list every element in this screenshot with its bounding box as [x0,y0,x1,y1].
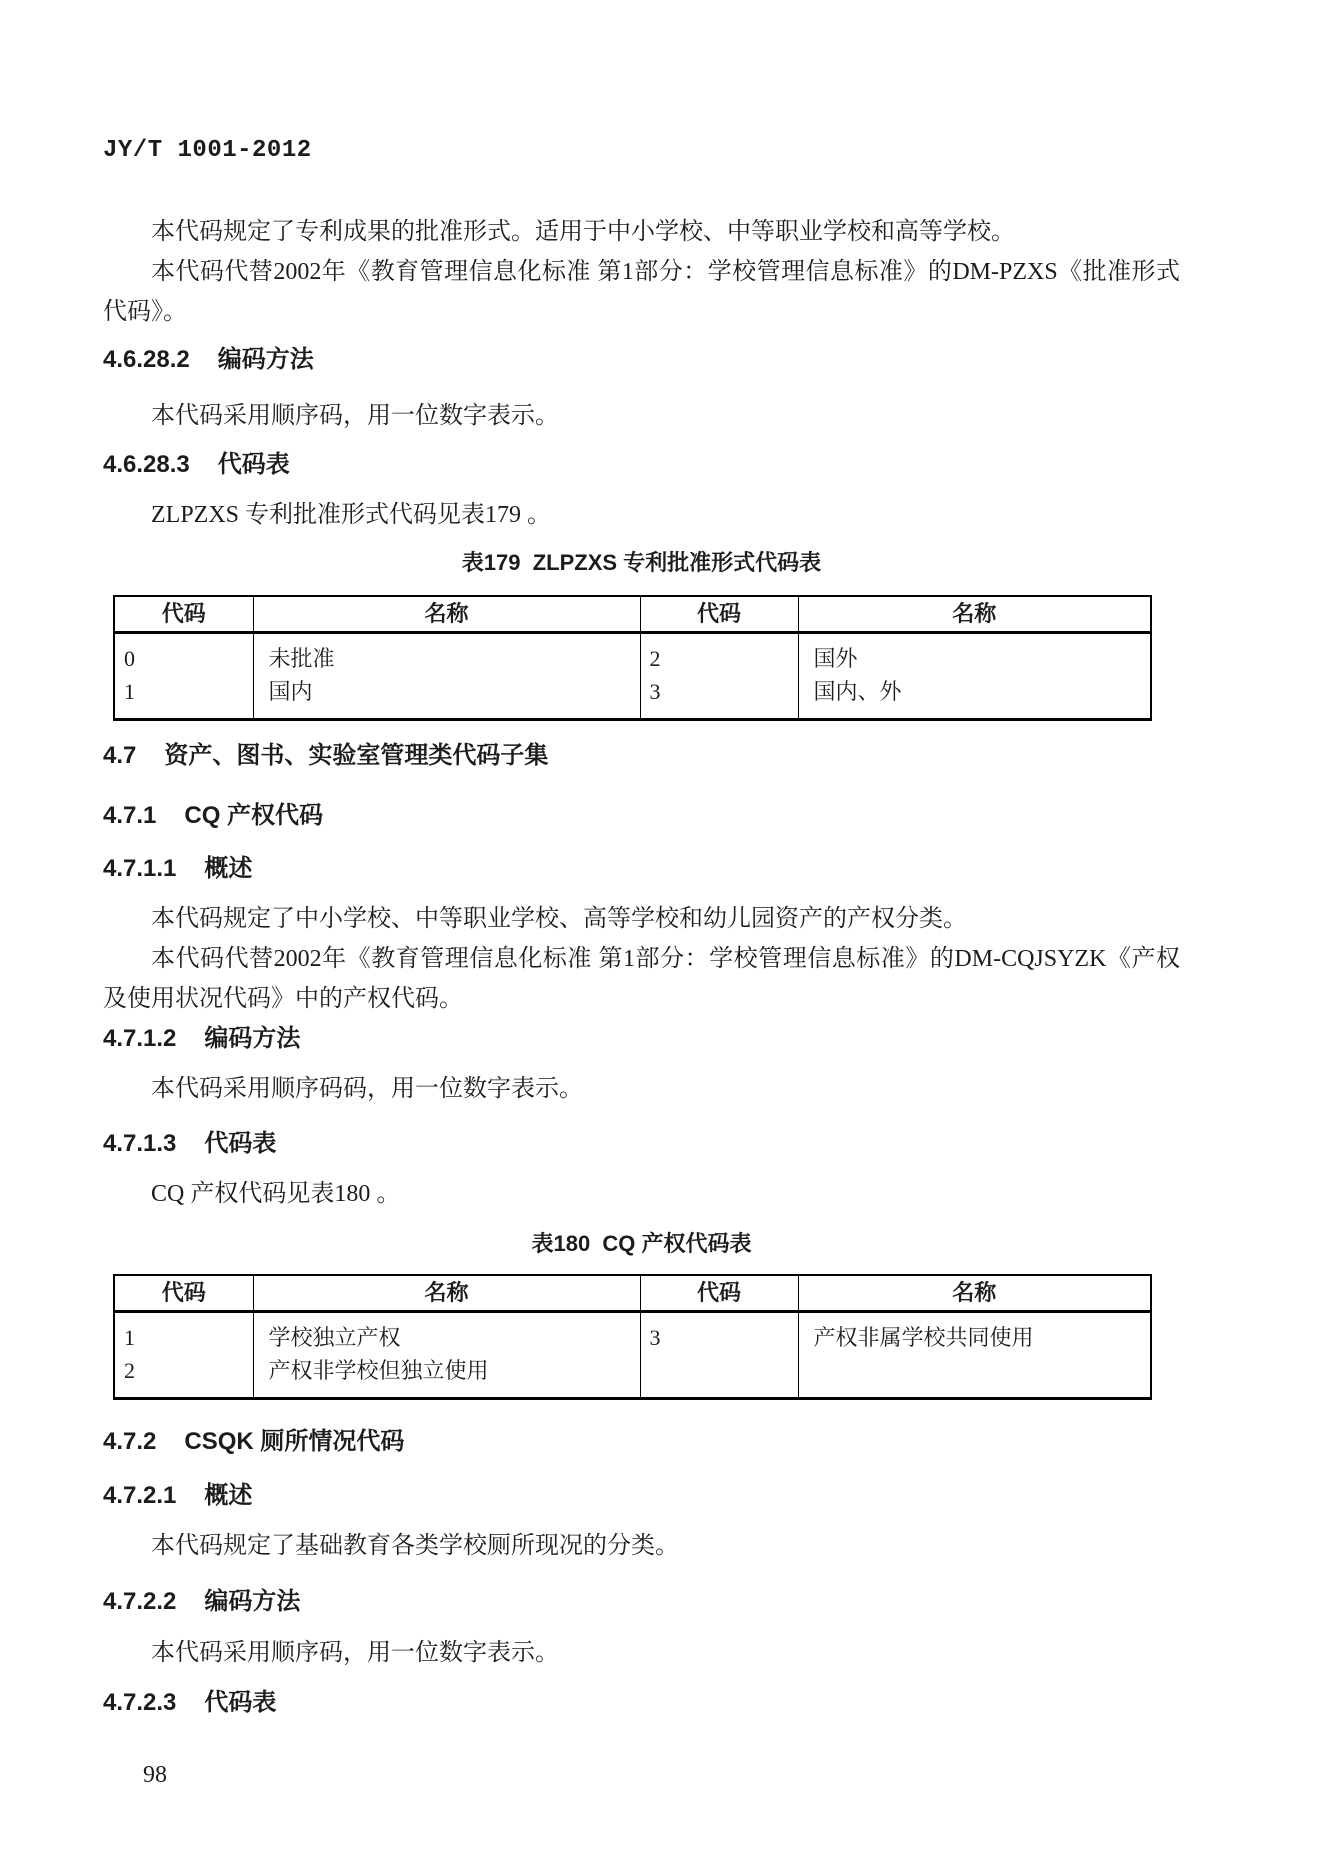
table-cell-name [798,1354,1151,1399]
section-heading-4-6-28-2 [103,340,1180,380]
table-header-cell-name: 名称 [798,1275,1151,1312]
section-heading-4-7 [103,736,1180,776]
paragraph-csqk-scope: 本代码规定了基础教育各类学校厕所现况的分类。 [151,1533,679,1559]
table-cell-name: 学校独立产权 [253,1312,640,1355]
table-header-cell-name: 名称 [798,596,1151,633]
table-179-caption: 表179 ZLPZXS 专利批准形式代码表 [461,550,822,575]
table-179 [113,595,1152,721]
table-header-cell-code: 代码 [640,1275,798,1312]
table-cell-code: 3 [640,1312,798,1355]
table-cell-name: 国内、外 [798,675,1151,720]
table-header-cell-code: 代码 [114,596,253,633]
table-header-row [114,596,1151,633]
table-header-row [114,1275,1151,1312]
section-heading-4-7-1 [103,796,1180,836]
paragraph-csqk-coding-method: 本代码采用顺序码，用一位数字表示。 [151,1640,559,1666]
table-header-cell-code: 代码 [640,596,798,633]
heading-title: CQ 产权代码 [184,802,324,829]
table-cell-name: 产权非学校但独立使用 [253,1354,640,1399]
paragraph-cq-scope: 本代码规定了中小学校、中等职业学校、高等学校和幼儿园资产的产权分类。 [151,906,967,932]
table-cell-code: 2 [114,1354,253,1399]
heading-title: 代码表 [204,1689,277,1716]
heading-number: 4.7.2 [103,1428,157,1455]
heading-title: CSQK 厕所情况代码 [184,1428,405,1455]
section-heading-4-7-1-3 [103,1124,1180,1164]
paragraph-patent-replacement: 本代码代替2002年《教育管理信息化标准 第1部分：学校管理信息标准》的DM-PZXS《批准形式代码》。 [103,259,1180,325]
paragraph-coding-method: 本代码采用顺序码，用一位数字表示。 [151,403,559,429]
table-cell-name: 国内 [253,675,640,720]
heading-number: 4.7.1.2 [103,1025,177,1052]
heading-number: 4.7.2.1 [103,1482,177,1509]
heading-number: 4.7.1 [103,802,157,829]
paragraph-see-table-180: CQ 产权代码见表180 。 [151,1181,401,1207]
heading-number: 4.7.2.2 [103,1588,177,1615]
heading-number: 4.7.1.1 [103,855,177,882]
section-heading-4-7-2 [103,1422,1180,1462]
section-heading-4-6-28-3 [103,445,1180,485]
table-header-cell-name: 名称 [253,1275,640,1312]
page-number: 98 [143,1762,167,1788]
section-heading-4-7-2-3 [103,1683,1180,1723]
table-row [114,675,1151,720]
heading-number: 4.7 [103,742,137,769]
section-heading-4-7-1-1 [103,849,1180,889]
table-cell-code: 3 [640,675,798,720]
heading-number: 4.6.28.3 [103,451,190,478]
table-cell-name: 未批准 [253,633,640,676]
section-heading-4-7-2-2 [103,1582,1180,1622]
section-heading-4-7-1-2 [103,1019,1180,1059]
table-cell-name: 产权非属学校共同使用 [798,1312,1151,1355]
heading-title: 资产、图书、实验室管理类代码子集 [164,742,549,769]
table-180 [113,1274,1152,1400]
heading-title: 编码方法 [204,1588,301,1615]
table-cell-code: 1 [114,675,253,720]
heading-title: 概述 [204,1482,253,1509]
table-header-cell-code: 代码 [114,1275,253,1312]
heading-number: 4.6.28.2 [103,346,190,373]
table-cell-code [640,1354,798,1399]
table-cell-code: 1 [114,1312,253,1355]
heading-title: 编码方法 [204,1025,301,1052]
heading-number: 4.7.2.3 [103,1689,177,1716]
table-cell-code: 2 [640,633,798,676]
table-row [114,1312,1151,1355]
paragraph-cq-replacement: 本代码代替2002年《教育管理信息化标准 第1部分：学校管理信息标准》的DM-CQJSYZK《产权及使用状况代码》中的产权代码。 [103,946,1180,1012]
table-180-caption: 表180 CQ 产权代码表 [531,1231,752,1256]
heading-title: 代码表 [217,451,290,478]
table-header-cell-name: 名称 [253,596,640,633]
table-cell-name: 国外 [798,633,1151,676]
section-heading-4-7-2-1 [103,1476,1180,1516]
standard-number: JY/T 1001-2012 [103,137,312,164]
paragraph-patent-scope: 本代码规定了专利成果的批准形式。适用于中小学校、中等职业学校和高等学校。 [151,219,1015,245]
paragraph-see-table-179: ZLPZXS 专利批准形式代码见表179 。 [151,502,552,528]
heading-number: 4.7.1.3 [103,1130,177,1157]
heading-title: 概述 [204,855,253,882]
heading-title: 代码表 [204,1130,277,1157]
table-cell-code: 0 [114,633,253,676]
table-row [114,633,1151,676]
heading-title: 编码方法 [217,346,314,373]
table-row [114,1354,1151,1399]
paragraph-cq-coding-method: 本代码采用顺序码码，用一位数字表示。 [151,1076,583,1102]
